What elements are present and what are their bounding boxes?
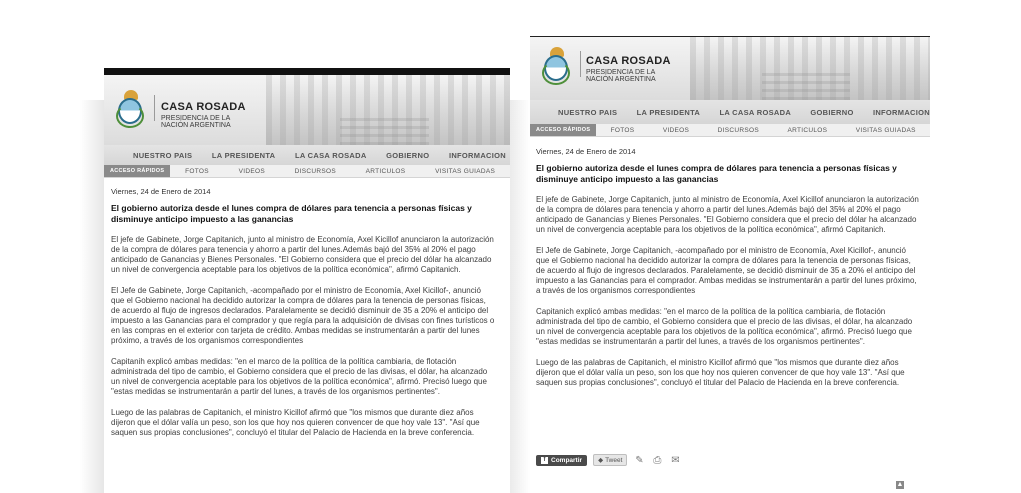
nav-item-la-presidenta[interactable]: LA PRESIDENTA	[636, 107, 701, 117]
header-building-detail	[762, 72, 850, 100]
article-paragraph-1: El jefe de Gabinete, Jorge Capitanich, junto al ministro de Economía, Axel Kicillof anunciaron la autorización de la compra de dólares para tenencia y ahorro a partir del lunes.Además bajó del 35% al 20% el pago anticipado de Ganancias y Bienes Personales. "El Gobierno considera que el precio del dólar ha alcanzado un nivel de convergencia aceptable para los objetivos de la política económica", afirmó Capitanich.	[536, 195, 919, 234]
nav-item-gobierno[interactable]: GOBIERNO	[810, 107, 854, 117]
subnav-visitas-guiadas[interactable]: VISITAS GUIADAS	[855, 126, 916, 134]
left-screenshot	[104, 68, 510, 488]
nav-item-la-presidenta[interactable]: LA PRESIDENTA	[211, 150, 276, 160]
subnav-articulos[interactable]: ARTICULOS	[365, 167, 406, 175]
pdf-icon[interactable]: ✎	[635, 454, 644, 466]
background-fade-right	[510, 100, 530, 493]
email-icon[interactable]: ✉	[671, 454, 680, 466]
nav-item-informacion[interactable]: INFORMACION	[872, 107, 930, 117]
subnav-fotos[interactable]: FOTOS	[185, 167, 209, 175]
header-building-detail	[340, 114, 429, 146]
main-nav	[530, 100, 930, 124]
scroll-to-top-icon[interactable]: ▲	[896, 481, 904, 488]
site-name[interactable]: CASA ROSADA	[161, 101, 246, 113]
site-header	[530, 37, 930, 100]
subnav-discursos[interactable]: DISCURSOS	[717, 126, 760, 134]
main-nav	[104, 145, 510, 165]
subnav-discursos[interactable]: DISCURSOS	[294, 167, 336, 175]
nav-item-nuestro-pais[interactable]: NUESTRO PAIS	[558, 107, 618, 117]
article-paragraph-1: El jefe de Gabinete, Jorge Capitanich, junto al ministro de Economía, Axel Kicillof anunciaron la autorización de la compra de dólares para tenencia y ahorro a partir del lunes.Además bajó del 35% al 20% el pago anticipado de Ganancias y Bienes Personales. "El Gobierno considera que el precio del dólar ha alcanzado un nivel de convergencia aceptable para los objetivos de la política económica", afirmó Capitanich.	[111, 235, 494, 274]
quick-access-label: ACCESO RÁPIDOS	[104, 165, 170, 177]
article-title: El gobierno autoriza desde el lunes compra de dólares para tenencia a personas físicas y disminuye anticipo impuesto a las ganancias	[111, 203, 472, 224]
article-paragraph-3: Capitanich explicó ambas medidas: "en el marco de la política de la política cambiaria, de flotación administrada del tipo de cambio, el Gobierno considera que el precio de las divisas, el dólar, ha alcanzado un nivel de convergencia aceptable para los objetivos de la política económica", afirmó. Precisó luego que "estas medidas se instrumentarán a partir del lunes, a través de los organismos pertinentes".	[536, 307, 913, 346]
facebook-icon: f	[541, 457, 548, 464]
subnav-videos[interactable]: VIDEOS	[662, 126, 690, 134]
tweet-button[interactable]	[593, 454, 627, 466]
site-name[interactable]: CASA ROSADA	[586, 55, 671, 67]
nav-item-la-casa-rosada[interactable]: LA CASA ROSADA	[294, 150, 367, 160]
site-subtitle-1: PRESIDENCIA DE LA	[161, 115, 231, 122]
facebook-share-button[interactable]	[536, 455, 587, 466]
background-fade-left	[80, 100, 104, 493]
site-header	[104, 75, 510, 145]
subnav-fotos[interactable]: FOTOS	[610, 126, 635, 134]
site-subtitle-2: NACIÓN ARGENTINA	[586, 76, 656, 83]
article-paragraph-2: El Jefe de Gabinete, Jorge Capitanich, -acompañado por el ministro de Economía, Axel Kicillof-, anunció que el Gobierno nacional ha decidido autorizar la compra de dólares para la tenencia de personas físicas, de acuerdo al flujo de ingresos declarados. Paralelamente se decidió disminuir de 35 a 20% el anticipo del impuesto a las Ganancias para el comprador y que regía para la adquisición de divisas con fines turísticos o en las compras en el exterior con tarjeta de crédito. Ambas medidas se instrumentarán a partir del lunes próximo, a través de los organismos correspondientes	[111, 286, 495, 345]
coat-of-arms-icon[interactable]	[544, 47, 572, 87]
subnav-visitas-guiadas[interactable]: VISITAS GUIADAS	[435, 167, 496, 175]
article-paragraph-3: Capitanih explicó ambas medidas: "en el marco de la política de la política cambiaria, de flotación administrada del tipo de cambio, el Gobierno considera que el precio de las divisas, el dólar, ha alcanzado un nivel de convergencia aceptable para los objetivos de la política económica", afirmó. Precisó luego que "estas medidas se instrumentarán a partir del lunes, a través de los organismos pertinentes".	[111, 357, 488, 396]
twitter-icon: ◆	[598, 457, 604, 464]
site-subtitle-2: NACIÓN ARGENTINA	[161, 122, 231, 129]
article	[111, 187, 495, 449]
nav-item-la-casa-rosada[interactable]: LA CASA ROSADA	[719, 107, 792, 117]
coat-of-arms-icon[interactable]	[118, 90, 146, 130]
header-divider	[154, 95, 155, 121]
article-paragraph-4: Luego de las palabras de Capitanich, el ministro Kicillof afirmó que "los mismos que durante diez años dijeron que el dólar valía un peso, son los que hoy nos quieren convencer de que hoy vale 13". "Así que saquen sus propias conclusiones", concluyó el titular del Palacio de Hacienda en la breve conferencia.	[536, 358, 905, 387]
subnav-articulos[interactable]: ARTICULOS	[787, 126, 828, 134]
nav-item-nuestro-pais[interactable]: NUESTRO PAIS	[133, 150, 193, 160]
article-title: El gobierno autoriza desde el lunes compra de dólares para tenencia a personas físicas y disminuye anticipo impuesto a las ganancias	[536, 163, 897, 184]
print-icon[interactable]: ⎙	[653, 454, 662, 466]
nav-item-gobierno[interactable]: GOBIERNO	[386, 150, 430, 160]
article	[536, 147, 920, 399]
site-subtitle-1: PRESIDENCIA DE LA	[586, 69, 656, 76]
right-screenshot	[530, 36, 930, 493]
article-date: Viernes, 24 de Enero de 2014	[536, 147, 636, 156]
facebook-share-label: Compartir	[551, 456, 583, 464]
share-bar	[536, 454, 681, 466]
header-divider	[580, 51, 581, 77]
subnav-videos[interactable]: VIDEOS	[238, 167, 265, 175]
tweet-label: Tweet	[605, 456, 623, 464]
article-date: Viernes, 24 de Enero de 2014	[111, 187, 211, 196]
article-paragraph-4: Luego de las palabras de Capitanich, el ministro Kicillof afirmó que "los mismos que durante diez años dijeron que el dólar valía un peso, son los que hoy nos quieren convencer de que hoy vale 13". "Así que saquen sus propias conclusiones", concluyó el titular del Palacio de Hacienda en la breve conferencia.	[111, 408, 480, 437]
sub-nav	[530, 124, 930, 137]
sub-nav	[104, 165, 510, 178]
article-paragraph-2: El Jefe de Gabinete, Jorge Capitanich, -acompañado por el ministro de Economía, Axel Kicillof-, anunció que el Gobierno nacional ha decidido autorizar la compra de dólares para la tenencia de personas físicas, de acuerdo al flujo de ingresos declarados. Paralelamente, se decidió disminuir de 35 a 20% el anticipo del impuesto a las Ganancias para el comprador. Ambas medidas se instrumentarán a partir del lunes próximo, a través de los organismos correspondientes	[536, 246, 917, 295]
nav-item-informacion[interactable]: INFORMACION	[448, 150, 506, 160]
quick-access-label: ACCESO RÁPIDOS	[530, 124, 596, 136]
